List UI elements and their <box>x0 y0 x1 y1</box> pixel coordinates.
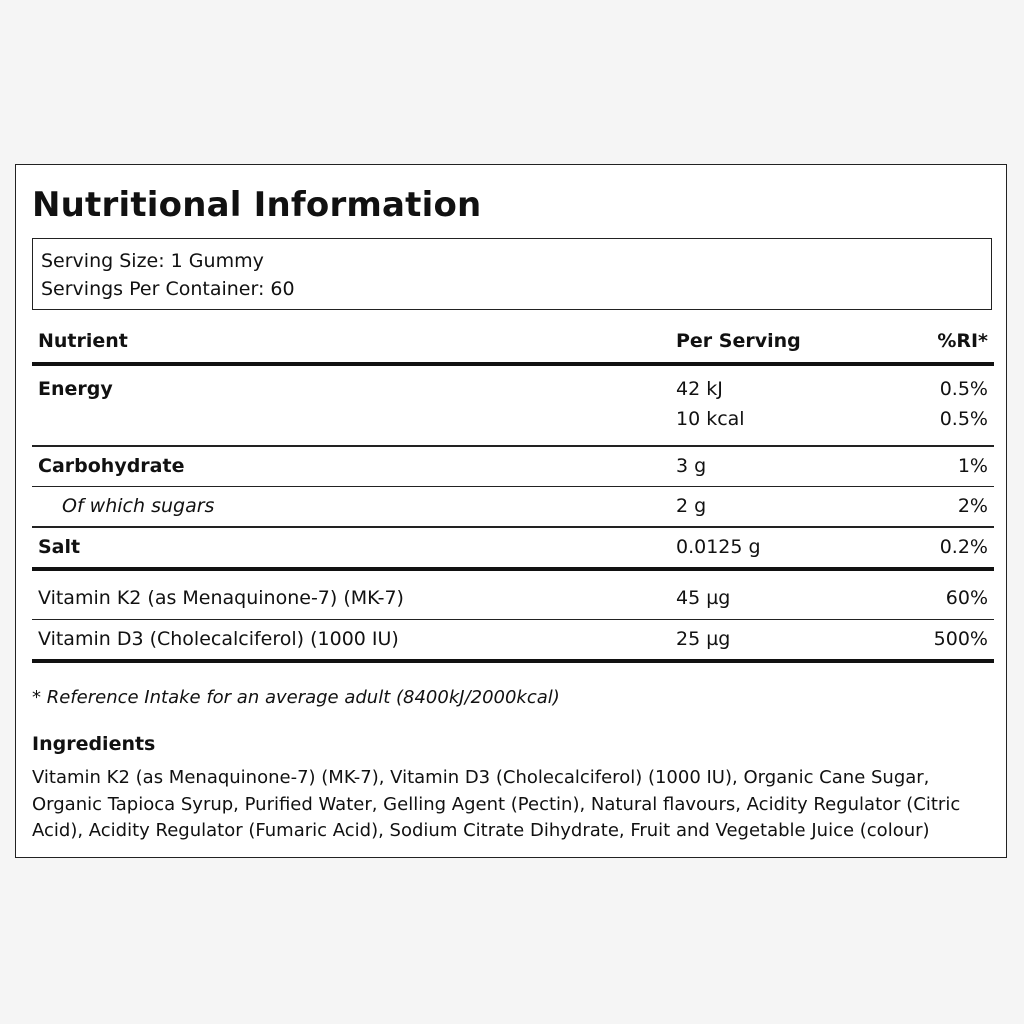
table-row-carbohydrate <box>32 447 994 486</box>
servings-per-container: Servings Per Container: 60 <box>41 278 295 300</box>
ri-value: 1% <box>957 454 988 477</box>
table-header-row <box>32 330 994 362</box>
nutrition-panel <box>15 164 1007 858</box>
page-title: Nutritional Information <box>32 185 482 225</box>
header-per-serving: Per Serving <box>676 330 801 352</box>
per-serving-value: 0.0125 g <box>676 535 761 558</box>
ri-value: 2% <box>957 495 988 517</box>
ri-value: 500% <box>933 628 988 650</box>
per-serving-value: 45 µg <box>676 586 731 609</box>
nutrient-name: Carbohydrate <box>38 454 185 477</box>
table-row-vitamin-k2 <box>32 571 994 619</box>
ri-value: 0.2% <box>939 535 988 558</box>
table-row-vitamin-d3 <box>32 620 994 659</box>
per-serving-value: 10 kcal <box>676 408 745 430</box>
per-serving-value: 25 µg <box>676 628 731 650</box>
per-serving-value: 3 g <box>676 454 707 477</box>
table-row-energy-kj <box>32 366 994 406</box>
table-row-salt <box>32 528 994 567</box>
table-bottom-divider <box>32 659 994 663</box>
ri-value: 60% <box>945 586 988 609</box>
serving-size: Serving Size: 1 Gummy <box>41 250 264 272</box>
serving-info-box <box>32 238 992 310</box>
per-serving-value: 42 kJ <box>676 378 723 400</box>
ri-value: 0.5% <box>939 378 988 400</box>
header-ri: %RI* <box>937 330 988 352</box>
ingredients-title: Ingredients <box>32 733 156 755</box>
per-serving-value: 2 g <box>676 495 707 517</box>
nutrition-table <box>32 330 994 663</box>
nutrient-name: Of which sugars <box>62 495 215 517</box>
nutrient-name: Salt <box>38 535 81 558</box>
ri-value: 0.5% <box>939 408 988 430</box>
ingredients-text: Vitamin K2 (as Menaquinone-7) (MK-7), Vitamin D3 (Cholecalciferol) (1000 IU), Organic Cane Sugar, Organic Tapioca Syrup, Purified Water, Gelling Agent (Pectin), Natural flavours, Acidity Regulator (Citric Acid), Acidity Regulator (Fumaric Acid), Sodium Citrate Dihydrate, Fruit and Vegetable Juice (colour) <box>32 767 961 841</box>
table-row-sugars <box>32 487 994 526</box>
nutrient-name: Energy <box>38 378 113 400</box>
ri-footnote: * Reference Intake for an average adult (8400kJ/2000kcal) <box>32 687 560 708</box>
nutrient-name: Vitamin D3 (Cholecalciferol) (1000 IU) <box>38 628 399 650</box>
header-nutrient: Nutrient <box>38 330 128 352</box>
nutrient-name: Vitamin K2 (as Menaquinone-7) (MK-7) <box>38 586 404 609</box>
table-row-energy-kcal <box>32 406 994 445</box>
